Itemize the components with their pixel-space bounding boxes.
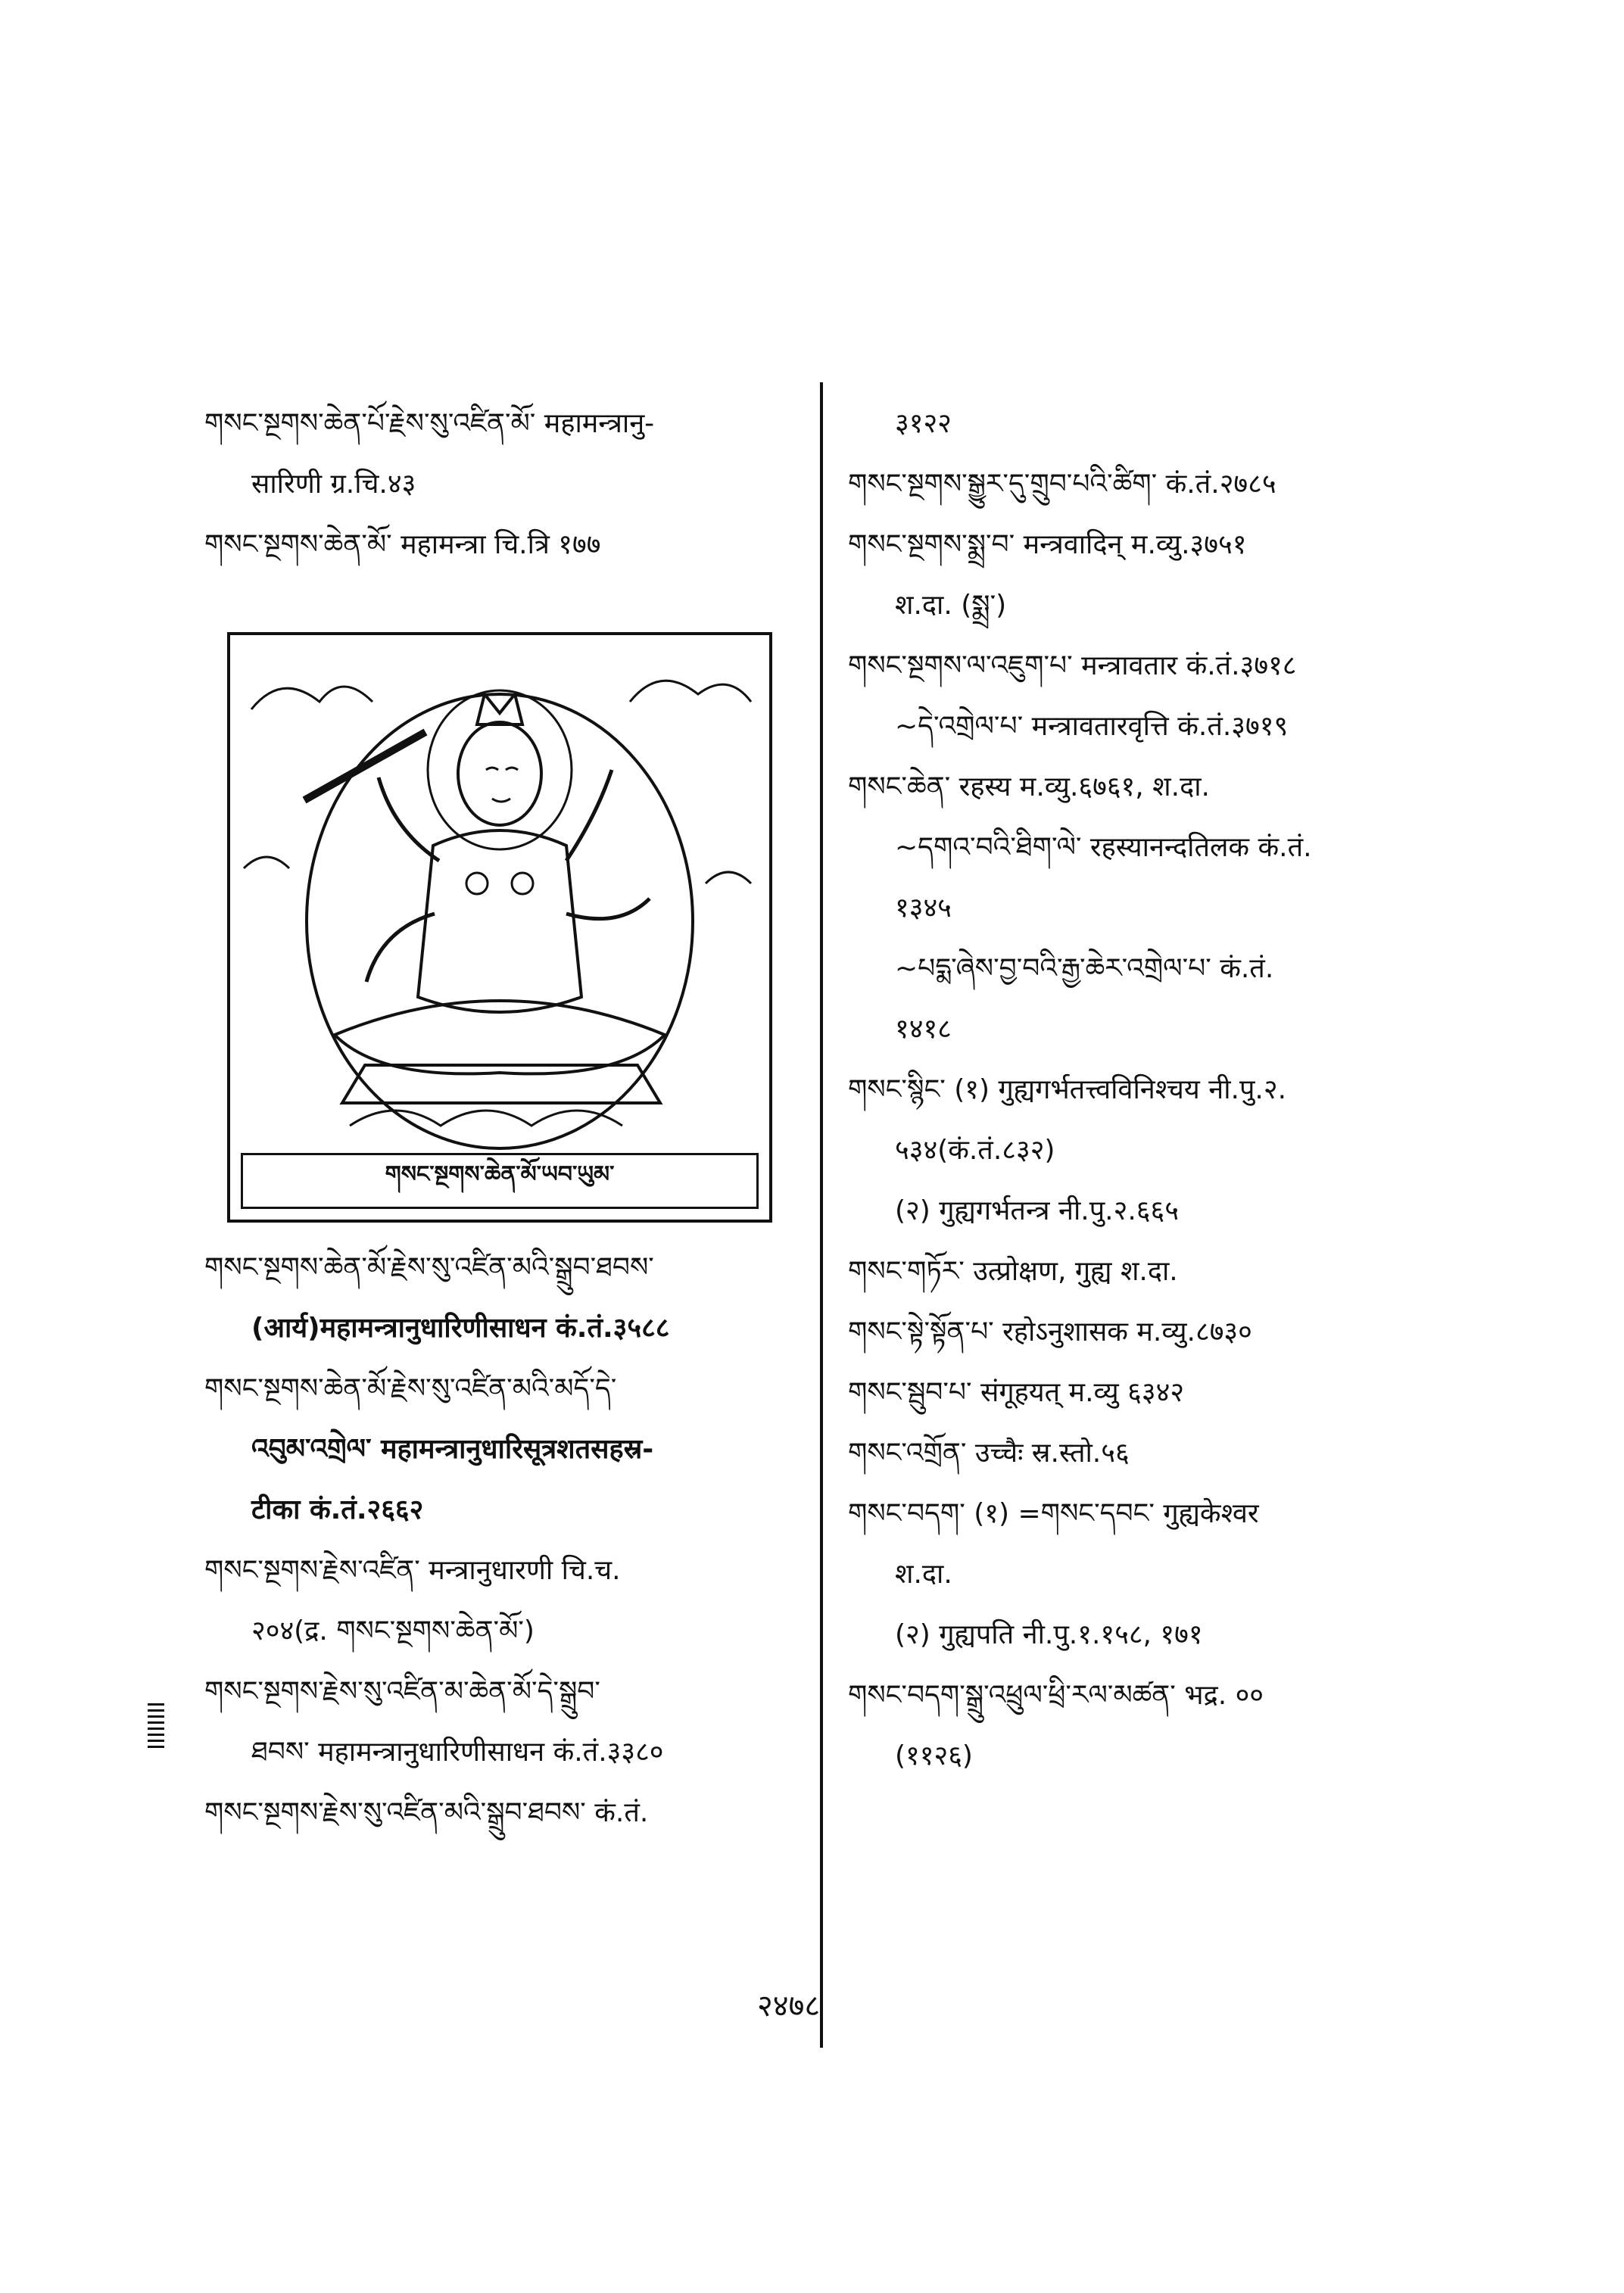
entry-line: श.दा.	[895, 1559, 952, 1590]
entry-line: གསང་སྟེ་སྟོན་པ་ रहोऽनुशासक म.व्यु.८७३०	[848, 1316, 1252, 1347]
entry-line: टीका कं.तं.२६६२	[251, 1494, 424, 1525]
entry-line: གསང་བདག་ (१) =གསང་དབང་ गुह्यकेश्वर	[848, 1498, 1259, 1529]
column-divider	[820, 382, 823, 2048]
entry-line: གསང་སྔགས་རྗེས་འཛིན་ मन्त्रानुधारणी चि.च.	[204, 1555, 621, 1586]
entry-line: १४१८	[895, 1014, 952, 1045]
entry-line: གསང་འགྲོན་ उच्चैः स्र.स्तो.५६	[848, 1438, 1130, 1469]
entry-line: གསང་སྔགས་ཆེན་མོ་ महामन्त्रा चि.त्रि १७७	[204, 529, 601, 560]
entry-line: सारिणी ग्र.चि.४३	[251, 469, 416, 500]
entry-line: གསང་སྔགས་ཆེན་པོ་རྗེས་སུ་འཛིན་མོ་ महामन्त्रानु-	[204, 408, 655, 439]
entry-line: གསང་སྔགས་སྒྱུར་དུ་གྲུབ་པའི་ཚིག་ कं.तं.२७८५	[848, 469, 1276, 500]
entry-line: ~པདྨ་ཞེས་བྱ་བའི་རྒྱ་ཆེར་འགྲེལ་པ་ कं.तं.	[895, 953, 1274, 984]
entry-line: གསང་སྔགས་རྗེས་སུ་འཛིན་མའི་སྒྲུབ་ཐབས་ कं.तं.	[204, 1797, 649, 1828]
deity-illustration	[227, 632, 772, 1223]
entry-line: གསང་གཏོར་ उत्प्रोक्षण, गुह्य श.दा.	[848, 1256, 1178, 1287]
entry-line: གསང་སྔགས་ཆེན་མོ་རྗེས་སུ་འཛིན་མའི་སྒྲུབ་ཐབས་	[204, 1252, 654, 1283]
entry-line: འབུམ་འགྲེལ་ महामन्त्रानुधारिसूत्रशतसहस्र-	[251, 1434, 654, 1465]
entry-line: གསང་སྔགས་ཆེན་མོ་རྗེས་སུ་འཛིན་མའི་མདོ་དེ་	[204, 1373, 617, 1404]
entry-line: གསང་སྙིང་ (१) गुह्यगर्भतत्त्वविनिश्चय नी.पु.२.	[848, 1074, 1287, 1105]
entry-line: (११२६)	[895, 1740, 973, 1771]
entry-line: གསང་སྔགས་རྗེས་སུ་འཛིན་མ་ཆེན་མོ་དེ་སྒྲུབ་	[204, 1676, 600, 1707]
entry-line: श.दा. (སྨྲ་)	[895, 590, 1007, 621]
entry-line: ~དགའ་བའི་ཐིག་ལེ་ रहस्यानन्दतिलक कं.तं.	[895, 832, 1312, 863]
entry-line: གསང་སྔགས་སྨྲ་བ་ मन्त्रवादिन् म.व्यु.३७५१	[848, 529, 1247, 560]
entry-line: (आर्य)महामन्त्रानुधारिणीसाधन कं.तं.३५८८	[251, 1313, 670, 1344]
entry-line: (२) गुह्यपति नी.पु.१.१५८, १७१	[895, 1619, 1203, 1650]
entry-line: (२) गुह्यगर्भतन्त्र नी.पु.२.६६५	[895, 1195, 1179, 1226]
entry-line: གསང་བདག་སྒྲུ་འཕྲུལ་ཕྲི་རལ་མཚན་ भद्र. ००	[848, 1680, 1264, 1711]
entry-line: ५३४(कं.तं.८३२)	[895, 1135, 1055, 1166]
margin-mark	[148, 1703, 164, 1749]
page-number: २४७८	[757, 1989, 821, 2024]
illustration-caption: གསང་སྔགས་ཆེན་མོ་ཡབ་ཡུམ་	[241, 1153, 759, 1209]
entry-line: २०४(द्र. གསང་སྔགས་ཆེན་མོ་)	[251, 1615, 535, 1647]
entry-line: ཐབས་ महामन्त्रानुधारिणीसाधन कं.तं.३३८०	[251, 1737, 664, 1768]
right-column	[848, 394, 1514, 1787]
entry-line: གསང་ཆེན་ रहस्य म.व्यु.६७६१, श.दा.	[848, 771, 1210, 802]
entry-line: ३१२२	[895, 408, 952, 439]
entry-line: ~དེ་འགྲེལ་པ་ मन्त्रावतारवृत्ति कं.तं.३७१९	[895, 711, 1289, 742]
entry-line: གསང་སྦུབ་པ་ संगूहयत् म.व्यु ६३४२	[848, 1377, 1185, 1408]
deity-figure-drawing	[236, 641, 763, 1156]
entry-line: १३४५	[895, 893, 952, 924]
entry-line: གསང་སྔགས་ལ་འཇུག་པ་ मन्त्रावतार कं.तं.३७१८	[848, 650, 1297, 681]
